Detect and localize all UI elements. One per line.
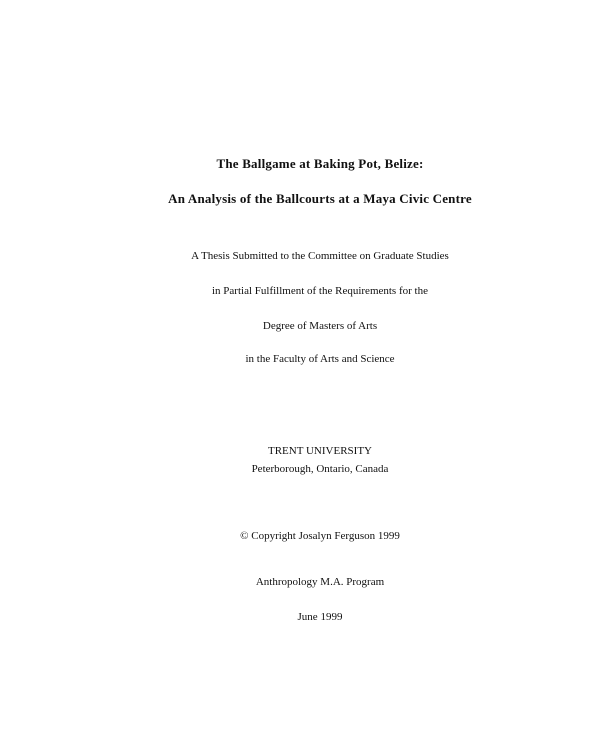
submission-statement-line-4: in the Faculty of Arts and Science [245,353,395,365]
submission-date: June 1999 [297,611,343,623]
university-location: Peterborough, Ontario, Canada [251,463,389,475]
submission-statement-line-2: in Partial Fulfillment of the Requirements for the [212,285,428,297]
university-name: TRENT UNIVERSITY [268,445,372,457]
thesis-title-line-1: The Ballgame at Baking Pot, Belize: [216,156,424,171]
submission-statement-line-1: A Thesis Submitted to the Committee on Graduate Studies [191,250,449,262]
thesis-title-line-2: An Analysis of the Ballcourts at a Maya Civic Centre [168,191,472,206]
program-name: Anthropology M.A. Program [255,576,385,588]
submission-statement-line-3: Degree of Masters of Arts [262,320,378,332]
copyright-notice: © Copyright Josalyn Ferguson 1999 [240,530,400,542]
